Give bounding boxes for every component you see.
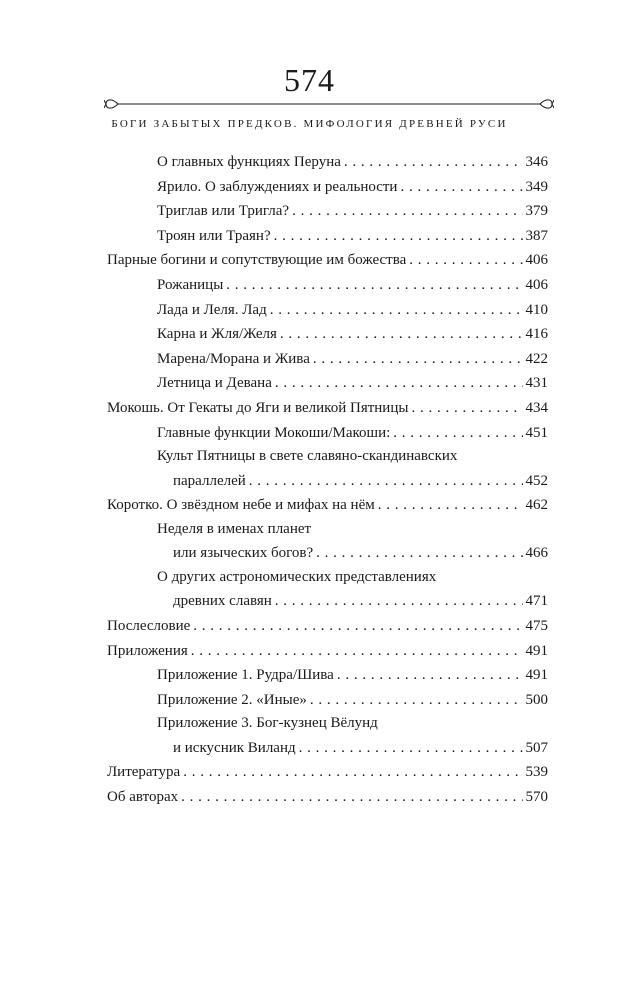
toc-entry-title: Приложения xyxy=(107,642,188,659)
toc-entry-page: 434 xyxy=(525,399,548,416)
toc-entry-page: 416 xyxy=(525,326,548,343)
toc-entry xyxy=(107,371,548,396)
toc-entry-title: и искусник Виланд xyxy=(173,739,296,756)
toc-entry-title: Приложение 1. Рудра/Шива xyxy=(157,667,334,684)
toc-entry-title: Ярило. О заблуждениях и реальности xyxy=(157,178,398,195)
toc-entry-page: 346 xyxy=(525,154,548,170)
toc-entry xyxy=(107,150,548,175)
toc-entry-title: Карна и Жля/Желя xyxy=(157,326,277,343)
toc-entry-title: Главные функции Мокоши/Макоши: xyxy=(157,424,391,441)
toc-entry-title: Приложение 2. «Иные» xyxy=(157,691,307,708)
toc-entry xyxy=(107,541,548,566)
toc-entry-page: 491 xyxy=(525,667,548,684)
toc-entry-title: параллелей xyxy=(173,472,246,489)
toc-entry-page: 491 xyxy=(525,642,548,659)
toc-entry xyxy=(107,688,548,713)
toc-entry-title: Об авторах xyxy=(107,789,179,806)
toc-entry-title: Летница и Девана xyxy=(157,375,272,392)
toc-entry xyxy=(107,322,548,347)
toc-entry-page: 570 xyxy=(525,789,548,806)
toc-entry-page: 431 xyxy=(525,375,548,392)
toc-entry xyxy=(107,589,548,614)
toc-entry-title: О главных функциях Перуна xyxy=(157,154,341,170)
toc-entry xyxy=(107,493,548,518)
running-title: БОГИ ЗАБЫТЫХ ПРЕДКОВ. МИФОЛОГИЯ ДРЕВНЕЙ РУСИ xyxy=(111,118,508,130)
toc-entry-page: 379 xyxy=(525,203,548,220)
toc-entry-page: 462 xyxy=(525,497,548,514)
toc-entry xyxy=(107,736,548,761)
toc-entry-title: Литература xyxy=(107,764,181,781)
toc-entry xyxy=(107,396,548,421)
toc-entry-page: 475 xyxy=(525,618,548,634)
toc-entry-title-line1: Неделя в именах планет xyxy=(157,520,312,537)
table-of-contents xyxy=(107,150,548,810)
toc-entry xyxy=(107,175,548,200)
toc-entry xyxy=(107,347,548,372)
toc-entry xyxy=(107,273,548,298)
toc-entry-title: Коротко. О звёздном небе и мифах на нём xyxy=(107,497,375,514)
toc-entry xyxy=(107,298,548,323)
toc-entry-page: 422 xyxy=(525,350,548,367)
toc-entry xyxy=(107,663,548,688)
toc-entry xyxy=(107,760,548,785)
toc-entry-page: 507 xyxy=(525,739,548,756)
toc-entry-title-line1: Приложение 3. Бог-кузнец Вёлунд xyxy=(157,715,378,732)
toc-entry-page: 466 xyxy=(525,545,548,562)
page-number: 574 xyxy=(284,62,335,98)
ornamental-rule xyxy=(104,97,554,111)
toc-entry-page: 452 xyxy=(525,472,548,489)
toc-entry xyxy=(107,248,548,273)
toc-entry-page: 471 xyxy=(525,593,548,610)
toc-entry-title: Рожаницы xyxy=(157,276,224,293)
toc-entry xyxy=(107,421,548,446)
toc-entry-title: Мокошь. От Гекаты до Яги и великой Пятницы xyxy=(107,399,409,416)
toc-entry xyxy=(107,224,548,249)
toc-entry xyxy=(107,614,548,639)
toc-entry-title: или языческих богов? xyxy=(173,545,314,562)
toc-entry-page: 406 xyxy=(525,276,548,293)
toc-entry xyxy=(107,639,548,664)
toc-entry xyxy=(107,785,548,810)
toc-entry-title: Парные богини и сопутствующие им божества xyxy=(107,252,407,269)
toc-entry-page: 451 xyxy=(525,424,548,441)
toc-entry-page: 500 xyxy=(525,691,548,708)
toc-entry-title: Лада и Леля. Лад xyxy=(157,301,267,318)
toc-entry-title-line1: О других астрономических представлениях xyxy=(157,568,437,585)
toc-entry-title: Послесловие xyxy=(107,618,191,634)
toc-entry xyxy=(107,469,548,494)
toc-entry-title: древних славян xyxy=(173,593,272,610)
toc-entry-page: 349 xyxy=(525,178,548,195)
toc-entry-title: Марена/Морана и Жива xyxy=(157,350,310,367)
toc-entry-title: Триглав или Тригла? xyxy=(157,203,290,220)
toc-entry xyxy=(107,199,548,224)
toc-entry-page: 539 xyxy=(525,764,548,781)
toc-entry-page: 406 xyxy=(525,252,548,269)
toc-entry-page: 410 xyxy=(525,301,548,318)
toc-entry-page: 387 xyxy=(525,227,548,244)
toc-entry-title-line1: Культ Пятницы в свете славяно-скандинавских xyxy=(157,448,458,465)
toc-entry-title: Троян или Траян? xyxy=(157,227,271,244)
